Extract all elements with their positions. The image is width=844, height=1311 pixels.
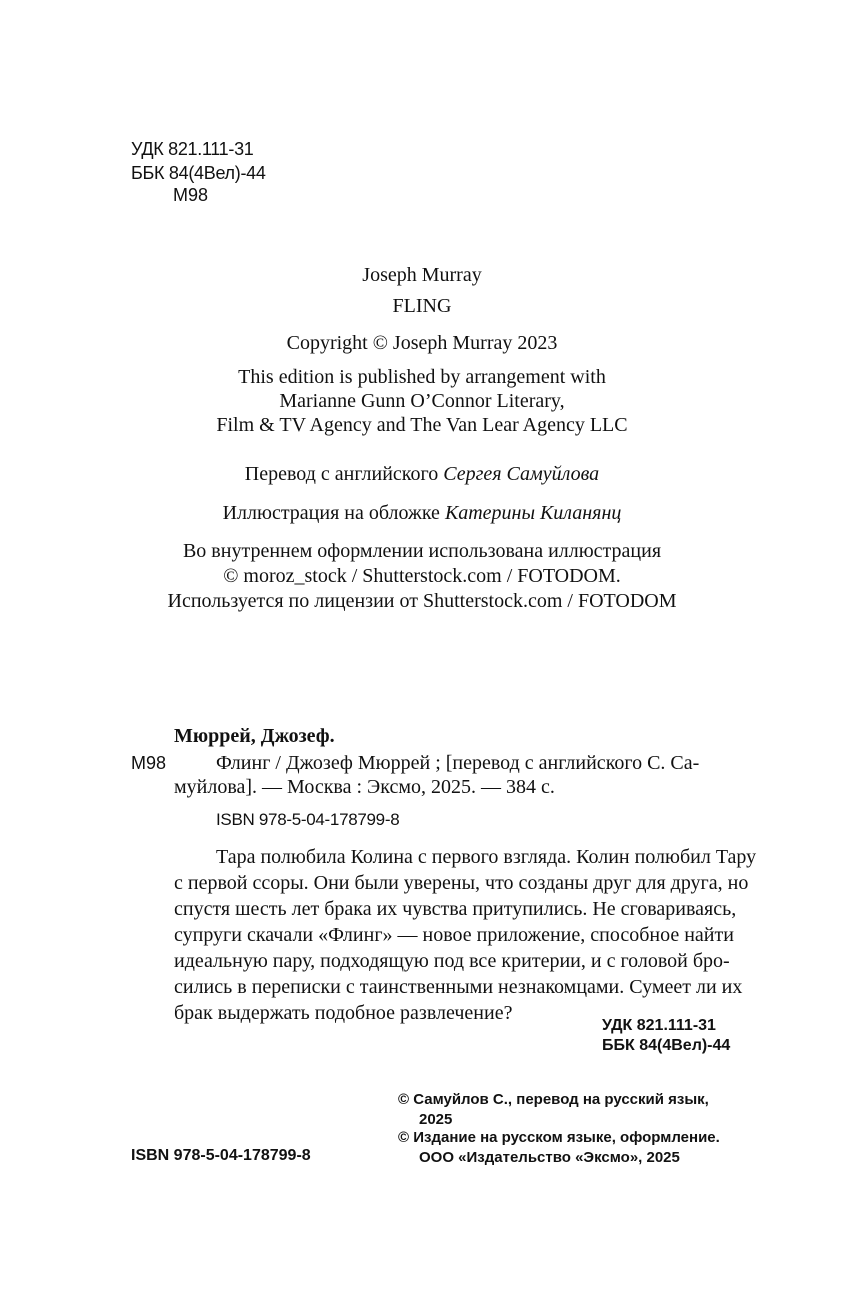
copyright-translation-line-1: © Самуйлов С., перевод на русский язык, (398, 1091, 709, 1108)
udk-code: УДК 821.111-31 (131, 139, 254, 159)
footer-isbn: ISBN 978-5-04-178799-8 (131, 1147, 311, 1164)
catalog-heading: Мюррей, Джозеф. (174, 725, 335, 747)
annotation-line: брак выдержать подобное развлечение? (174, 1002, 513, 1024)
catalog-line-1: Флинг / Джозеф Мюррей ; [перевод с английского С. Са- (216, 752, 700, 774)
bbk-code: ББК 84(4Вел)-44 (131, 163, 266, 183)
cover-prefix: Иллюстрация на обложке (222, 502, 445, 524)
arrangement-line-2: Marianne Gunn O’Connor Literary, (279, 390, 565, 412)
annotation-line: идеальную пару, подходящую под все критерии, и с головой бро- (174, 950, 730, 972)
copyright-translation-line-2: 2025 (419, 1111, 453, 1128)
cover-artist-name: Катерины Киланянц (444, 502, 622, 524)
annotation-line: спустя шесть лет брака их чувства притупились. Не сговариваясь, (174, 898, 737, 920)
catalog-mark: М98 (131, 753, 167, 773)
translation-credit (0, 461, 844, 487)
annotation-line: супруги скачали «Флинг» — новое приложение, способное найти (174, 924, 734, 946)
translator-name: Сергея Самуйлова (443, 463, 600, 485)
original-author: Joseph Murray (362, 264, 482, 286)
annotation-line: сились в переписки с таинственными незнакомцами. Сумеет ли их (174, 976, 743, 998)
catalog-bbk: ББК 84(4Вел)-44 (602, 1037, 731, 1054)
copyright-edition-line-1: © Издание на русском языке, оформление. (398, 1129, 720, 1146)
interior-credit-line-2: © moroz_stock / Shutterstock.com / FOTODOM. (223, 565, 621, 587)
arrangement-line-3: Film & TV Agency and The Van Lear Agency LLC (216, 414, 628, 436)
cover-credit (0, 500, 844, 526)
original-copyright: Copyright © Joseph Murray 2023 (286, 332, 558, 354)
arrangement-line-1: This edition is published by arrangement with (238, 366, 606, 388)
copyright-edition-line-2: ООО «Издательство «Эксмо», 2025 (419, 1149, 680, 1166)
annotation-line: с первой ссоры. Они были уверены, что созданы друг для друга, но (174, 872, 749, 894)
interior-credit-line-3: Используется по лицензии от Shutterstock.com / FOTODOM (167, 590, 677, 612)
catalog-isbn: ISBN 978-5-04-178799-8 (216, 810, 400, 829)
annotation (174, 844, 756, 1026)
catalog-udk: УДК 821.111-31 (602, 1017, 716, 1034)
interior-credit-line-1: Во внутреннем оформлении использована иллюстрация (182, 540, 662, 562)
catalog-line-2: муйлова]. — Москва : Эксмо, 2025. — 384 с. (174, 776, 555, 798)
translation-prefix: Перевод с английского (244, 463, 444, 485)
author-mark: М98 (173, 185, 209, 205)
annotation-line: Тара полюбила Колина с первого взгляда. Колин полюбил Тару (216, 846, 757, 868)
original-title: FLING (392, 295, 452, 317)
